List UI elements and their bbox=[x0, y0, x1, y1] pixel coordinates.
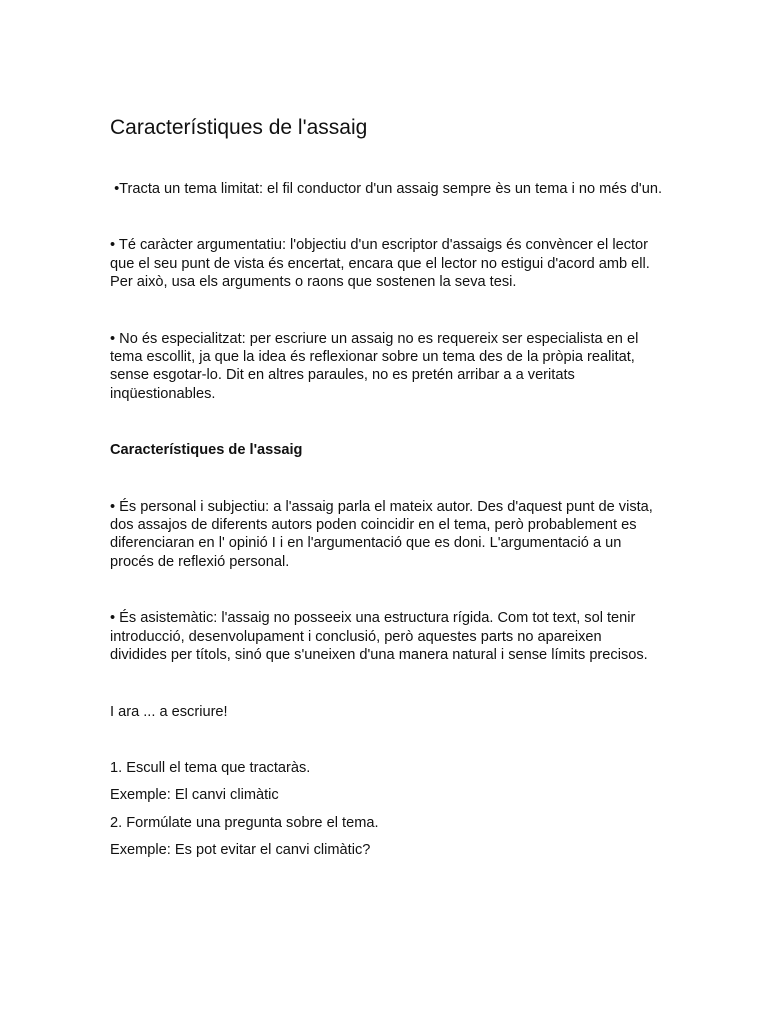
page-title: Característiques de l'assaig bbox=[110, 116, 368, 139]
section-subheading: Característiques de l'assaig bbox=[110, 442, 303, 459]
paragraph-tema-limitat: •Tracta un tema limitat: el fil conductor d'un assaig sempre ès un tema i no més d'un. bbox=[110, 181, 662, 197]
example-2: Exemple: Es pot evitar el canvi climàtic? bbox=[110, 842, 371, 859]
paragraph-no-especialitzat: • No és especialitzat: per escriure un assaig no es requereix ser especialista en el tema escollit, ja que la idea és reflexionar sobre un tema des de la pròpia realitat, sense esgotar-lo. Dit en altres paraules, no es pretén arribar a a veritats inqüestionables. bbox=[110, 330, 639, 402]
paragraph-personal-subjectiu: • És personal i subjectiu: a l'assaig parla el mateix autor. Des d'aquest punt de vista, dos assajos de diferents autors poden coincidir en el tema, però probablement es diferenciaran en l' opinió I i en l'argumentació que es doni. L'argumentació a un procés de reflexió personal. bbox=[110, 498, 653, 570]
intro-line: I ara ... a escriure! bbox=[110, 703, 228, 720]
paragraph-caracter-argumentatiu: • Té caràcter argumentatiu: l'objectiu d'un escriptor d'assaigs és convèncer el lector que el seu punt de vista és encertat, encara que el lector no estigui d'acord amb ell. Per això, usa els arguments o raons que sostenen la seva tesi. bbox=[110, 237, 650, 291]
example-1: Exemple: El canvi climàtic bbox=[110, 787, 279, 804]
paragraph-asistematic: • És asistemàtic: l'assaig no posseeix una estructura rígida. Com tot text, sol tenir introducció, desenvolupament i conclusió, però aquestes parts no apareixen dividides per títols, sinó que s'uneixen d'una manera natural i sense límits precisos. bbox=[110, 610, 648, 664]
document-content bbox=[110, 114, 662, 860]
step-2: 2. Formúlate una pregunta sobre el tema. bbox=[110, 814, 379, 831]
step-1: 1. Escull el tema que tractaràs. bbox=[110, 759, 311, 776]
